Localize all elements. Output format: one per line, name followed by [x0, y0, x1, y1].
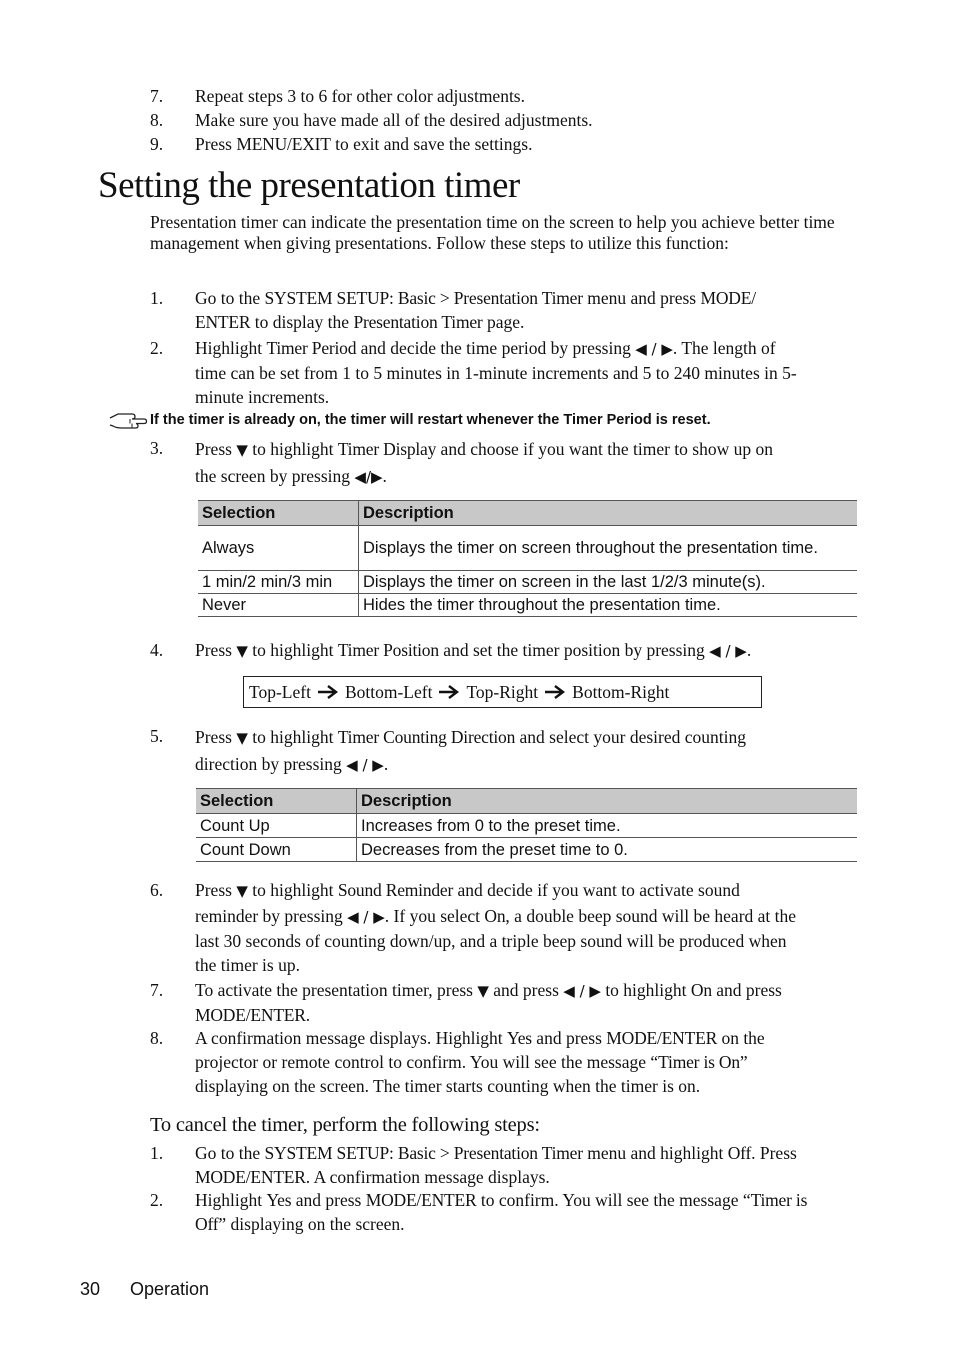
table-row	[198, 571, 857, 594]
step-number: 4.	[150, 640, 164, 660]
step-number: 8.	[150, 1028, 164, 1048]
note-text: If the timer is already on, the timer will restart whenever the Timer Period is reset.	[150, 412, 711, 428]
step-number: 3.	[150, 438, 164, 458]
step-number: 5.	[150, 726, 164, 746]
table-row	[196, 838, 857, 862]
step-text: Press ▼ to highlight Timer Counting Direction and select your desired counting direction by pressing ◀ / ▶.	[195, 727, 746, 774]
table-cell: Never	[198, 594, 359, 617]
column-header: Selection	[198, 501, 359, 526]
table-cell: Decreases from the preset time to 0.	[357, 838, 858, 862]
column-header: Selection	[196, 789, 357, 814]
position-bottom-left: Bottom-Left	[344, 682, 433, 702]
timer-position-sequence	[243, 676, 762, 708]
column-header: Description	[357, 789, 858, 814]
step-number: 2.	[150, 338, 164, 358]
table-row	[196, 814, 857, 838]
table-cell: Displays the timer on screen throughout the presentation time.	[359, 526, 858, 571]
step-text: To activate the presentation timer, press ▼ and press ◀ / ▶ to highlight On and press MODE/ENTER.	[195, 980, 782, 1025]
right-arrow-icon	[544, 684, 566, 700]
section-heading: Setting the presentation timer	[98, 165, 520, 206]
position-top-left: Top-Left	[249, 682, 311, 702]
position-top-right: Top-Right	[466, 682, 539, 702]
left-right-arrows-icon: ◀ / ▶	[563, 982, 601, 1000]
down-arrow-icon: ▼	[477, 982, 489, 1000]
left-right-arrows-icon: ◀ / ▶	[347, 908, 385, 926]
column-header: Description	[359, 501, 858, 526]
step-text: Press ▼ to highlight Timer Position and set the timer position by pressing ◀ / ▶.	[195, 640, 752, 660]
table-row	[198, 526, 857, 571]
table-cell: Always	[198, 526, 359, 571]
step-number: 8.	[150, 110, 164, 130]
cancel-heading: To cancel the timer, perform the following steps:	[150, 1114, 540, 1136]
table-cell: Hides the timer throughout the presentation time.	[359, 594, 858, 617]
pointing-hand-icon	[108, 410, 148, 432]
counting-direction-table	[196, 788, 857, 862]
step-number: 7.	[150, 980, 164, 1000]
table-cell: Displays the timer on screen in the last 1/2/3 minute(s).	[359, 571, 858, 594]
step-number: 7.	[150, 86, 164, 106]
down-arrow-icon: ▼	[236, 729, 248, 747]
step-text: Make sure you have made all of the desired adjustments.	[195, 110, 593, 130]
left-right-arrows-icon: ◀ / ▶	[346, 756, 384, 774]
right-arrow-icon	[438, 684, 460, 700]
intro-paragraph: Presentation timer can indicate the presentation time on the screen to help you achieve better time management when giving presentations. Follow these steps to utilize this function:	[150, 212, 835, 253]
step-text: Press ▼ to highlight Timer Display and choose if you want the timer to show up on the screen by pressing ◀/▶.	[195, 439, 773, 486]
table-row	[198, 594, 857, 617]
step-number: 1.	[150, 288, 164, 308]
footer-section: Operation	[130, 1279, 210, 1299]
step-text: A confirmation message displays. Highlight Yes and press MODE/ENTER on the projector or remote control to confirm. You will see the message “Timer is On” displaying on the screen. The timer starts counting when the timer is on.	[195, 1028, 765, 1096]
step-text: Press ▼ to highlight Sound Reminder and decide if you want to activate sound reminder by pressing ◀ / ▶. If you select On, a double beep sound will be heard at the last 30 seconds of counting down/up, and a triple beep sound will be produced when the timer is up.	[195, 880, 797, 975]
timer-display-table	[198, 500, 857, 617]
table-cell: Count Down	[196, 838, 357, 862]
step-number: 2.	[150, 1190, 164, 1210]
step-number: 9.	[150, 134, 164, 154]
step-number: 6.	[150, 880, 164, 900]
left-right-arrows-icon: ◀/▶	[354, 468, 383, 486]
down-arrow-icon: ▼	[236, 441, 248, 459]
table-cell: Increases from 0 to the preset time.	[357, 814, 858, 838]
left-right-arrows-icon: ◀ / ▶	[635, 340, 673, 358]
step-text: Repeat steps 3 to 6 for other color adjustments.	[195, 86, 525, 106]
table-cell: 1 min/2 min/3 min	[198, 571, 359, 594]
step-text: Press MENU/EXIT to exit and save the settings.	[195, 134, 533, 154]
down-arrow-icon: ▼	[236, 882, 248, 900]
step-text: Highlight Timer Period and decide the time period by pressing ◀ / ▶. The length of time can be set from 1 to 5 minutes in 1-minute increments and 5 to 240 minutes in 5- minute increments.	[195, 338, 797, 407]
table-cell: Count Up	[196, 814, 357, 838]
position-bottom-right: Bottom-Right	[572, 682, 670, 702]
step-text: Highlight Yes and press MODE/ENTER to confirm. You will see the message “Timer is Off” displaying on the screen.	[195, 1190, 808, 1234]
step-text: Go to the SYSTEM SETUP: Basic > Presentation Timer menu and press MODE/ ENTER to display the Presentation Timer page.	[195, 288, 756, 332]
page-number: 30	[80, 1279, 101, 1299]
down-arrow-icon: ▼	[236, 642, 248, 660]
right-arrow-icon	[317, 684, 339, 700]
left-right-arrows-icon: ◀ / ▶	[709, 642, 747, 660]
step-number: 1.	[150, 1143, 164, 1163]
step-text: Go to the SYSTEM SETUP: Basic > Presentation Timer menu and highlight Off. Press MODE/ENTER. A confirmation message displays.	[195, 1143, 797, 1187]
